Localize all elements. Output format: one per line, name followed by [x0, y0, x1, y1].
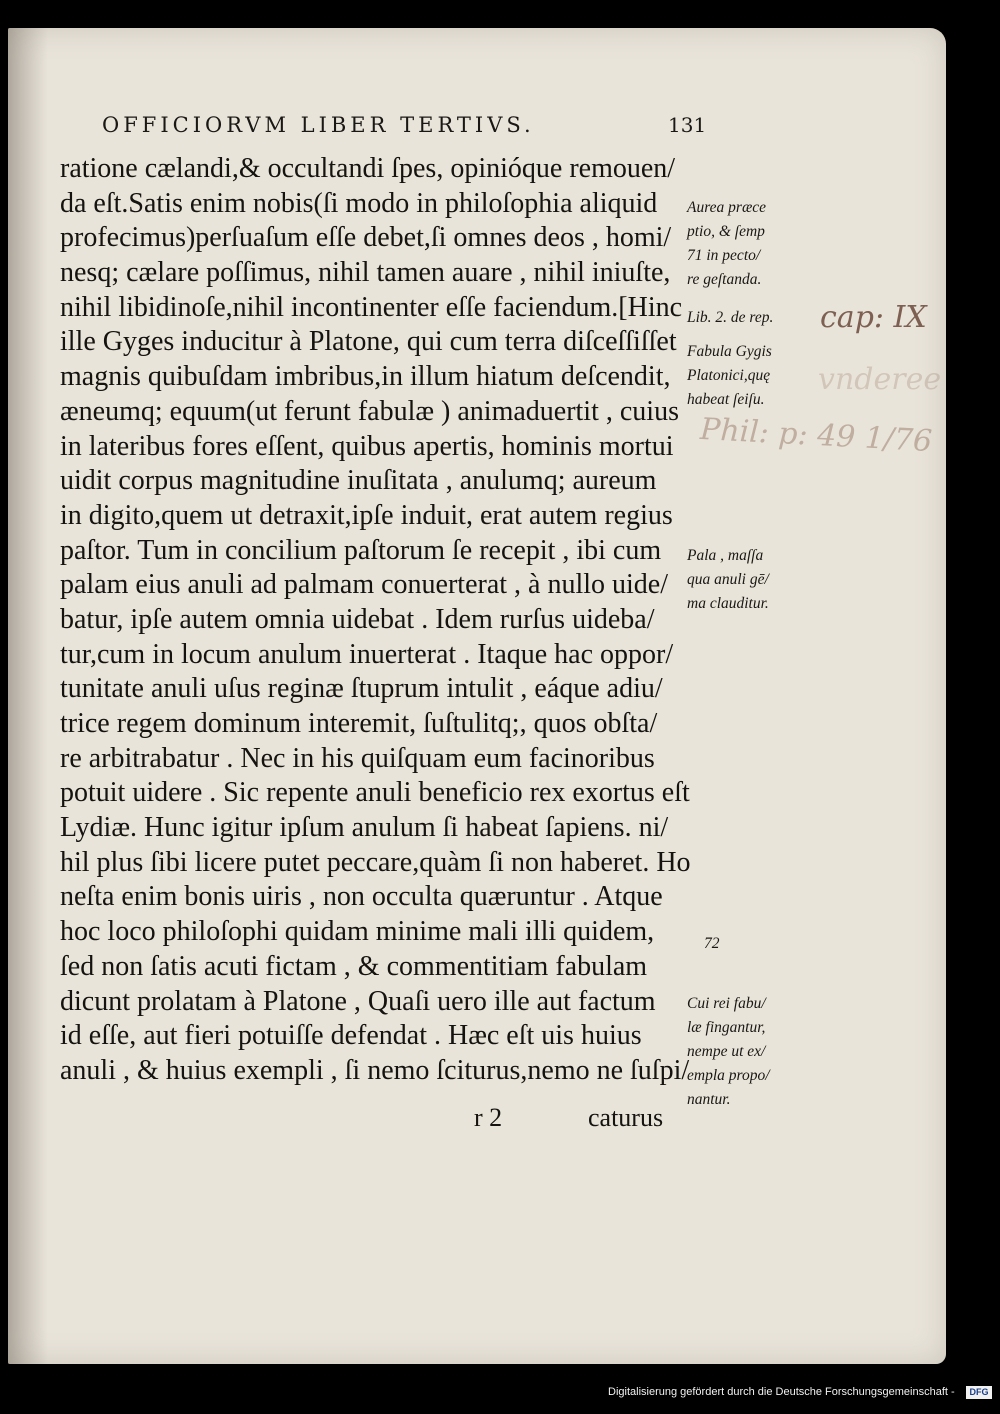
handwritten-annotation: cap: IX — [820, 300, 927, 335]
marginal-note — [687, 306, 827, 330]
text-line: ſed non ſatis acuti fictam , & commentitiam fabulam — [60, 950, 648, 982]
marginal-note-line: qua anuli gē/ — [687, 571, 769, 588]
text-line: paſtor. Tum in concilium paſtorum ſe recepit , ibi cum — [60, 534, 662, 566]
marginal-note-line: Aurea præce — [687, 199, 767, 216]
text-line: in digito,quem ut detraxit,ipſe induit, erat autem regius — [60, 499, 673, 531]
text-line: id eſſe, aut fieri potuiſſe defendat . Hæc eſt uis huius — [60, 1020, 642, 1052]
marginal-note-line: 72 — [704, 935, 720, 952]
text-line: potuit uidere . Sic repente anuli beneficio rex exortus eſt — [60, 777, 690, 809]
marginal-note-line: ma clauditur. — [687, 595, 769, 612]
catchword: caturus — [588, 1103, 664, 1132]
marginal-note-line: nantur. — [687, 1091, 731, 1108]
text-line: batur, ipſe autem omnia uidebat . Idem rurſus uideba/ — [60, 603, 655, 635]
text-line: in lateribus fores eſſent, quibus apertis, hominis mortui — [60, 430, 674, 462]
text-line: trice regem dominum interemit, ſuſtulitq;, quos obſta/ — [60, 708, 658, 739]
text-line: magnis quibuſdam imbribus,in illum hiatum deſcendit, — [60, 361, 671, 393]
marginal-note — [687, 196, 827, 292]
folio-number: 131 — [668, 113, 707, 137]
marginal-note-line: Lib. 2. de rep. — [687, 309, 774, 326]
text-line: neſta enim bonis uiris , non occulta quæruntur . Atque — [60, 881, 663, 913]
text-line: tunitate anuli uſus reginæ ſtuprum intulit , eáque adiu/ — [60, 673, 663, 705]
running-title: OFFICIORVM LIBER TERTIVS. — [102, 113, 535, 137]
signature-mark: r 2 — [474, 1103, 503, 1132]
marginal-note-line: Cui rei fabu/ — [687, 995, 766, 1012]
dfg-logo: DFG — [966, 1386, 992, 1399]
marginal-note-line: Fabula Gygis — [687, 343, 772, 360]
marginal-note-line: 71 in pecto/ — [687, 247, 761, 264]
text-line: ratione cælandi,& occultandi ſpes, opinióque remouen/ — [60, 153, 676, 184]
text-line: Lydiæ. Hunc igitur ipſum anulum ſi habeat ſapiens. ni/ — [60, 812, 669, 844]
marginal-number — [704, 932, 844, 956]
text-line: hil plus ſibi licere putet peccare,quàm ſi non haberet. Ho — [60, 846, 691, 878]
text-line: hoc loco philoſophi quidam minime mali illi quidem, — [60, 916, 655, 948]
main-text-block — [60, 152, 690, 1089]
marginal-note — [687, 544, 827, 616]
text-line: nesq; cælare poſſimus, nihil tamen auare , nihil iniuſte, — [60, 257, 671, 289]
text-line: ille Gyges inducitur à Platone, qui cum terra diſceſſiſſet — [60, 326, 677, 358]
marginal-note — [687, 992, 827, 1112]
handwritten-annotation: vnderee — [818, 362, 942, 397]
text-line: æneumq; equum(ut ferunt fabulæ ) animaduertit , cuius — [60, 395, 679, 427]
handwritten-annotation: Phil: p: 49 1/76 — [699, 411, 934, 460]
text-line: uidit corpus magnitudine inuſitata , anulumq; aureum — [60, 465, 657, 497]
marginal-note — [687, 340, 827, 412]
marginal-note-line: Platonici,quę — [687, 367, 771, 384]
text-line: anuli , & huius exempli , ſi nemo ſciturus,nemo ne ſuſpi/ — [60, 1054, 690, 1086]
marginal-note-line: re geſtanda. — [687, 271, 762, 288]
marginal-note-line: nempe ut ex/ — [687, 1043, 766, 1060]
marginal-note-line: habeat ſeiſu. — [687, 391, 765, 408]
marginal-note-line: empla propo/ — [687, 1067, 770, 1084]
page-gutter-shadow — [8, 28, 48, 1364]
marginal-note-line: ptio, & ſemp — [687, 223, 765, 240]
text-line: dicunt prolatam à Platone , Quaſi uero ille aut factum — [60, 985, 656, 1017]
text-line: profecimus)perſuaſum eſſe debet,ſi omnes deos , homi/ — [60, 222, 672, 254]
text-line: re arbitrabatur . Nec in his quiſquam eum facinoribus — [60, 742, 655, 774]
footer-credit: Digitalisierung gefördert durch die Deutsche Forschungsgemeinschaft - — [608, 1386, 955, 1398]
text-line: tur,cum in locum anulum inuerterat . Itaque hac oppor/ — [60, 638, 674, 670]
text-line: da eſt.Satis enim nobis(ſi modo in philoſophia aliquid — [60, 187, 658, 219]
marginal-note-line: læ fingantur, — [687, 1019, 766, 1036]
marginal-note-line: Pala , maſſa — [687, 547, 764, 564]
text-line: palam eius anuli ad palmam conuerterat , à nullo uide/ — [60, 569, 669, 601]
text-line: nihil libidinoſe,nihil incontinenter eſſe faciendum.[Hinc — [60, 291, 683, 323]
